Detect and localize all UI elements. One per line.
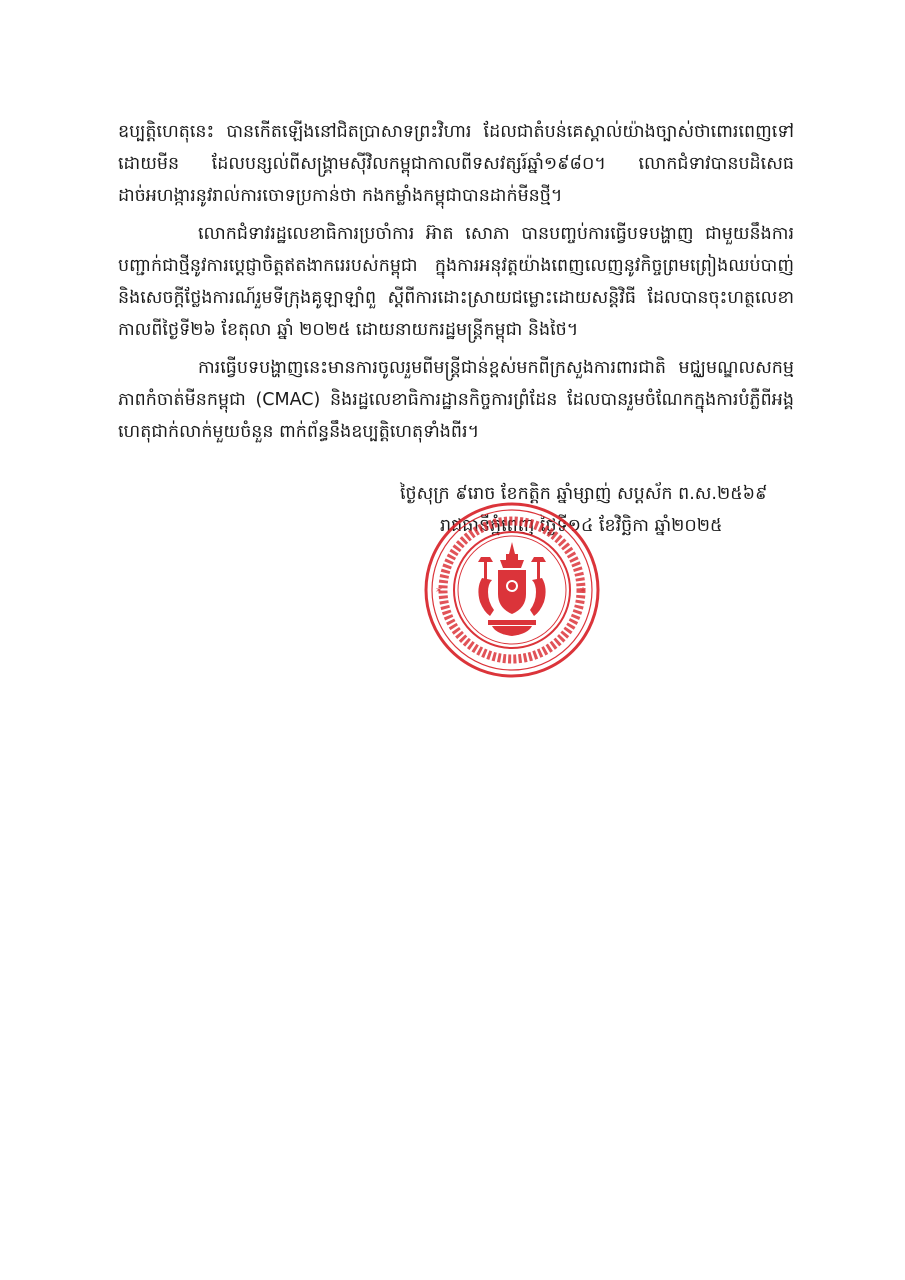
ministry-seal-icon bbox=[422, 500, 602, 680]
svg-text:*: * bbox=[580, 585, 586, 599]
svg-text:*: * bbox=[436, 585, 442, 599]
lunar-date: ថ្ងៃសុក្រ ៩រោច ខែកត្តិក ឆ្នាំម្សាញ់ សប្តស័ក ព.ស.២៥៦៩ bbox=[400, 484, 768, 504]
paragraph-3: ការធ្វើបទបង្ហាញនេះមានការចូលរួមពីមន្ត្រីជាន់ខ្ពស់មកពីក្រសួងការពារជាតិ មជ្ឈមណ្ឌលសកម្មភាពកំចាត់មីនកម្ពុជា (CMAC) និងរដ្ឋលេខាធិការដ្ឋានកិច្ចការព្រំដែន ដែលបានរួមចំណែកក្នុងការបំភ្លឺពីអង្គហេតុជាក់លាក់មួយចំនួន ពាក់ព័ន្ធនឹងឧប្បត្តិហេតុទាំងពីរ។ bbox=[118, 358, 794, 442]
document-body bbox=[118, 116, 794, 454]
place-and-date: រាជធានីភ្នំពេញ ថ្ងៃទី១៤ ខែវិច្ឆិកា ឆ្នាំ២០២៥ bbox=[440, 516, 723, 536]
paragraph-1: ឧប្បត្តិហេតុនេះ បានកើតឡើងនៅជិតប្រាសាទព្រះវិហារ ដែលជាតំបន់គេស្គាល់យ៉ាងច្បាស់ថាពោរពេញទៅដោយមីន ដែលបន្សល់ពីសង្គ្រាមស៊ីវិលកម្ពុជាកាលពីទសវត្សរ៍ឆ្នាំ១៩៨០។ លោកជំទាវបានបដិសេធដាច់អហង្ការនូវរាល់ការចោទប្រកាន់ថា កងកម្លាំងកម្ពុជាបានដាក់មីនថ្មី។ bbox=[118, 122, 794, 206]
paragraph-2: លោកជំទាវរដ្ឋលេខាធិការប្រចាំការ អ៊ាត សោភា បានបញ្ចប់ការធ្វើបទបង្ហាញ ជាមួយនឹងការបញ្ជាក់ជាថ្មីនូវការប្តេជ្ញាចិត្តឥតងាករេរបស់កម្ពុជា ក្នុងការអនុវត្តយ៉ាងពេញលេញនូវកិច្ចព្រមព្រៀងឈប់បាញ់ និងសេចក្តីថ្លែងការណ៍រួមទីក្រុងគូឡាឡាំពួ ស្តីពីការដោះស្រាយជម្លោះដោយសន្តិវិធី ដែលបានចុះហត្ថលេខាកាលពីថ្ងៃទី២៦ ខែតុលា ឆ្នាំ ២០២៥ ដោយនាយករដ្ឋមន្ត្រីកម្ពុជា និងថៃ។ bbox=[118, 224, 794, 340]
